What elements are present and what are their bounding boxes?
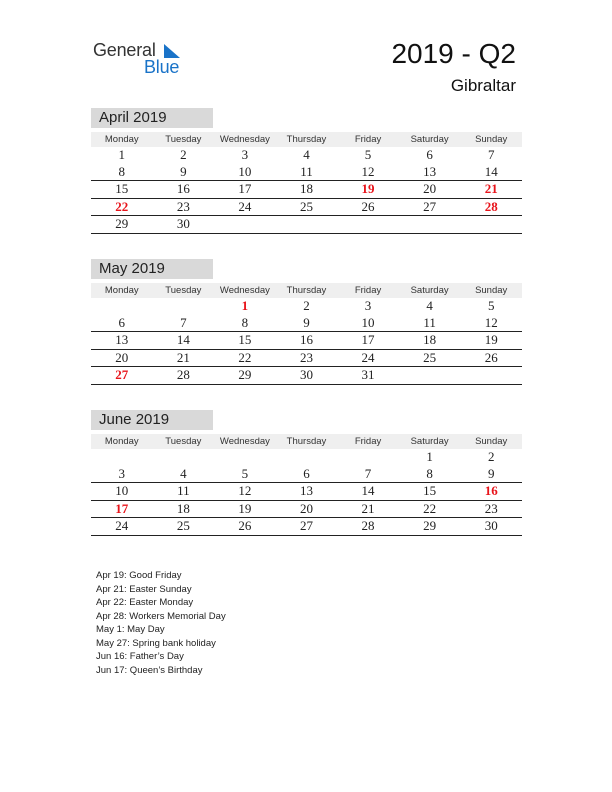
day-cell: 26 [337, 198, 399, 216]
week-row [91, 181, 522, 199]
month-april [91, 108, 522, 234]
day-cell: 22 [91, 198, 153, 216]
day-cell: 10 [337, 315, 399, 332]
day-cell: 24 [214, 198, 276, 216]
day-cell: 20 [276, 500, 338, 518]
week-row [91, 466, 522, 483]
week-row [91, 449, 522, 466]
weekday-header: Monday [91, 132, 153, 147]
month-may [91, 259, 522, 385]
day-cell: 13 [276, 483, 338, 501]
day-cell: 18 [153, 500, 215, 518]
day-cell: 3 [364, 298, 372, 314]
empty-day-cell [460, 216, 522, 234]
day-cell: 8 [214, 315, 276, 332]
week-row [91, 198, 522, 216]
empty-day-cell [276, 216, 338, 234]
day-cell: 17 [91, 500, 153, 518]
day-cell: 29 [91, 216, 153, 234]
day-cell: 30 [276, 367, 338, 385]
day-cell: 2 [487, 449, 495, 465]
day-cell: 17 [337, 332, 399, 350]
week-row [91, 500, 522, 518]
day-cell: 24 [337, 349, 399, 367]
day-cell: 14 [337, 483, 399, 501]
empty-day-cell [337, 449, 399, 466]
week-row [91, 164, 522, 181]
day-cell: 6 [426, 147, 433, 163]
brand-logo [93, 40, 203, 80]
day-cell: 22 [399, 500, 461, 518]
day-cell: 11 [399, 315, 461, 332]
day-cell: 14 [153, 332, 215, 350]
empty-day-cell [153, 449, 215, 466]
weekday-header: Thursday [276, 132, 338, 147]
day-cell: 16 [153, 181, 215, 199]
weekday-header: Sunday [460, 434, 522, 449]
day-cell: 9 [276, 315, 338, 332]
day-cell: 15 [214, 332, 276, 350]
day-cell: 24 [91, 518, 153, 536]
weekday-header: Thursday [276, 434, 338, 449]
empty-day-cell [214, 449, 276, 466]
day-cell: 1 [118, 147, 126, 163]
day-cell: 7 [337, 466, 399, 483]
weekday-header: Tuesday [153, 283, 215, 298]
day-cell: 4 [303, 147, 310, 163]
day-cell: 5 [364, 147, 372, 163]
day-cell: 5 [214, 466, 276, 483]
page-title: 2019 - Q2 [391, 38, 516, 69]
holiday-note: Apr 21: Easter Sunday [96, 583, 192, 595]
day-cell: 22 [214, 349, 276, 367]
weekday-header: Wednesday [214, 434, 276, 449]
calendar-table [91, 283, 522, 385]
day-cell: 28 [337, 518, 399, 536]
brand-blue-text: Blue [144, 57, 180, 77]
day-cell: 29 [214, 367, 276, 385]
week-row [91, 367, 522, 385]
day-cell: 23 [460, 500, 522, 518]
month-title: May 2019 [91, 259, 213, 279]
day-cell: 18 [399, 332, 461, 350]
day-cell: 30 [153, 216, 215, 234]
day-cell: 12 [214, 483, 276, 501]
day-cell: 28 [460, 198, 522, 216]
brand-general-text: General [93, 40, 156, 60]
week-row [91, 147, 522, 164]
holiday-note: Apr 19: Good Friday [96, 570, 182, 581]
week-row [91, 349, 522, 367]
month-title: June 2019 [91, 410, 213, 430]
day-cell: 4 [153, 466, 215, 483]
week-row [91, 332, 522, 350]
day-cell: 25 [153, 518, 215, 536]
day-cell: 26 [460, 349, 522, 367]
week-row [91, 216, 522, 234]
day-cell: 13 [91, 332, 153, 350]
day-cell: 1 [241, 298, 249, 314]
day-cell: 15 [399, 483, 461, 501]
day-cell: 13 [399, 164, 461, 181]
holiday-note: Apr 28: Workers Memorial Day [96, 610, 226, 622]
day-cell: 19 [214, 500, 276, 518]
day-cell: 25 [399, 349, 461, 367]
weekday-header: Saturday [399, 283, 461, 298]
day-cell: 15 [91, 181, 153, 199]
day-cell: 7 [487, 147, 495, 163]
day-cell: 21 [153, 349, 215, 367]
day-cell: 16 [276, 332, 338, 350]
day-cell: 27 [276, 518, 338, 536]
holiday-notes [96, 569, 226, 677]
weekday-header: Wednesday [214, 283, 276, 298]
weekday-header: Monday [91, 434, 153, 449]
weekday-header-row [91, 434, 522, 449]
day-cell: 8 [399, 466, 461, 483]
weekday-header: Tuesday [153, 132, 215, 147]
day-cell: 12 [337, 164, 399, 181]
weekday-header: Friday [337, 434, 399, 449]
weekday-header: Saturday [399, 132, 461, 147]
day-cell: 17 [214, 181, 276, 199]
weekday-header: Wednesday [214, 132, 276, 147]
day-cell: 5 [487, 298, 495, 314]
day-cell: 12 [460, 315, 522, 332]
weekday-header: Saturday [399, 434, 461, 449]
day-cell: 28 [153, 367, 215, 385]
day-cell: 31 [337, 367, 399, 385]
week-row [91, 315, 522, 332]
empty-day-cell [276, 449, 338, 466]
day-cell: 10 [214, 164, 276, 181]
day-cell: 2 [180, 147, 187, 163]
day-cell: 16 [460, 483, 522, 501]
week-row [91, 298, 522, 315]
day-cell: 29 [399, 518, 461, 536]
day-cell: 6 [91, 315, 153, 332]
day-cell: 10 [91, 483, 153, 501]
day-cell: 30 [460, 518, 522, 536]
day-cell: 21 [337, 500, 399, 518]
empty-day-cell [399, 216, 461, 234]
empty-day-cell [214, 216, 276, 234]
month-june [91, 410, 522, 536]
day-cell: 9 [153, 164, 215, 181]
day-cell: 26 [214, 518, 276, 536]
day-cell: 2 [303, 298, 310, 314]
empty-day-cell [153, 298, 215, 315]
weekday-header: Sunday [460, 283, 522, 298]
holiday-note: Apr 22: Easter Monday [96, 597, 194, 608]
week-row [91, 483, 522, 501]
empty-day-cell [399, 367, 461, 385]
holiday-note: Jun 16: Father’s Day [96, 651, 184, 662]
day-cell: 6 [276, 466, 338, 483]
day-cell: 25 [276, 198, 338, 216]
day-cell: 9 [460, 466, 522, 483]
holiday-note: Jun 17: Queen’s Birthday [96, 664, 203, 676]
empty-day-cell [91, 298, 153, 315]
day-cell: 20 [399, 181, 461, 199]
day-cell: 11 [153, 483, 215, 501]
day-cell: 21 [460, 181, 522, 199]
day-cell: 3 [91, 466, 153, 483]
calendar-table [91, 434, 522, 536]
week-row [91, 518, 522, 536]
weekday-header: Friday [337, 283, 399, 298]
empty-day-cell [337, 216, 399, 234]
day-cell: 7 [153, 315, 215, 332]
day-cell: 11 [276, 164, 338, 181]
day-cell: 23 [153, 198, 215, 216]
weekday-header: Sunday [460, 132, 522, 147]
weekday-header-row [91, 132, 522, 147]
holiday-note: May 1: May Day [96, 624, 165, 635]
weekday-header-row [91, 283, 522, 298]
day-cell: 27 [399, 198, 461, 216]
day-cell: 1 [426, 449, 433, 465]
day-cell: 20 [91, 349, 153, 367]
empty-day-cell [460, 367, 522, 385]
day-cell: 4 [426, 298, 433, 314]
weekday-header: Thursday [276, 283, 338, 298]
day-cell: 8 [91, 164, 153, 181]
day-cell: 14 [460, 164, 522, 181]
day-cell: 19 [460, 332, 522, 350]
day-cell: 27 [91, 367, 153, 385]
page-subtitle: Gibraltar [450, 76, 516, 95]
day-cell: 23 [276, 349, 338, 367]
holiday-note: May 27: Spring bank holiday [96, 637, 216, 649]
weekday-header: Monday [91, 283, 153, 298]
calendar-table [91, 132, 522, 234]
weekday-header: Friday [337, 132, 399, 147]
day-cell: 18 [276, 181, 338, 199]
month-title: April 2019 [91, 108, 213, 128]
weekday-header: Tuesday [153, 434, 215, 449]
day-cell: 19 [337, 181, 399, 199]
empty-day-cell [91, 449, 153, 466]
day-cell: 3 [241, 147, 249, 163]
